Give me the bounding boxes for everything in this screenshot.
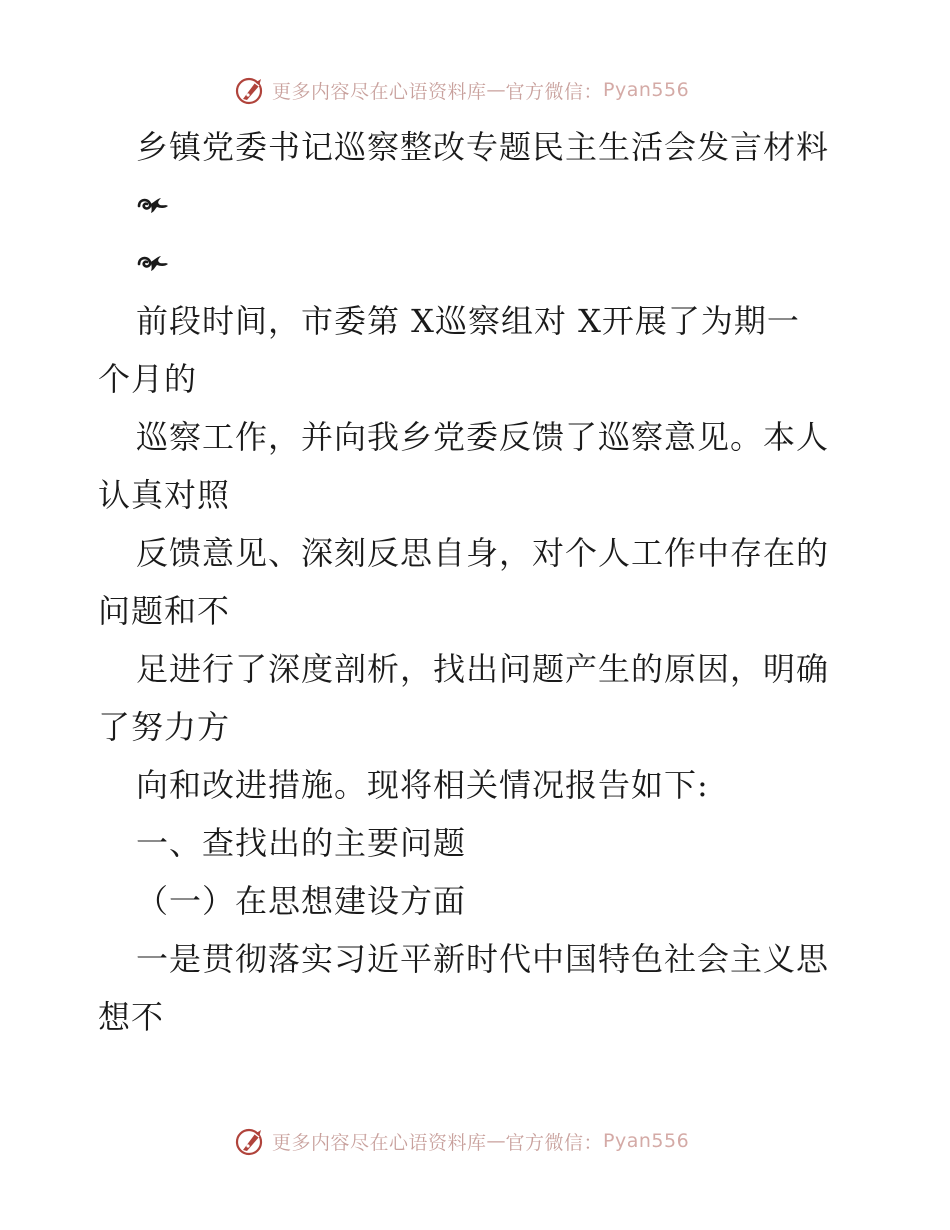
paragraph-line: 个月的: [98, 360, 198, 398]
paragraph-line: 足进行了深度剖析，找出问题产生的原因，明确: [136, 650, 830, 688]
watermark-wechat-label: 官方微信：: [505, 80, 604, 103]
watermark-text: 更多内容尽在心语资料库: [272, 80, 487, 103]
pen-nib-circle-icon: [234, 1124, 268, 1158]
paragraph-line: 向和改进措施。现将相关情况报告如下:: [136, 766, 709, 804]
header-watermark: [234, 70, 689, 110]
watermark-wechat-id: Pyan556: [603, 79, 690, 101]
ornament-row: [98, 176, 858, 234]
paragraph-line: 了努力方: [98, 708, 231, 746]
document-body: [98, 118, 858, 1046]
footer-watermark: [234, 1121, 689, 1161]
paragraph-line: 想不: [98, 998, 165, 1036]
watermark-wechat-id: Pyan556: [603, 1130, 690, 1152]
pen-nib-circle-icon: [234, 73, 268, 107]
paragraph-line: 一是贯彻落实习近平新时代中国特色社会主义思: [136, 940, 830, 978]
paragraph-line: 认真对照: [98, 476, 231, 514]
watermark-separator: —: [486, 79, 506, 101]
paragraph-line: 前段时间，市委第 X巡察组对 X开展了为期一: [136, 302, 800, 340]
watermark-separator: —: [486, 1130, 506, 1152]
fleuron-ornament-icon: [136, 194, 170, 216]
paragraph-line: 反馈意见、深刻反思自身，对个人工作中存在的: [136, 534, 830, 572]
paragraph-line: 问题和不: [98, 592, 231, 630]
paragraph-line: 巡察工作，并向我乡党委反馈了巡察意见。本人: [136, 418, 830, 456]
section-heading: 一、查找出的主要问题: [136, 824, 467, 862]
fleuron-ornament-icon: [136, 252, 170, 274]
watermark-wechat-label: 官方微信：: [505, 1131, 604, 1154]
ornament-row: [98, 234, 858, 292]
document-title: 乡镇党委书记巡察整改专题民主生活会发言材料: [136, 128, 830, 166]
watermark-text: 更多内容尽在心语资料库: [272, 1131, 487, 1154]
subsection-heading: （一）在思想建设方面: [136, 882, 467, 920]
